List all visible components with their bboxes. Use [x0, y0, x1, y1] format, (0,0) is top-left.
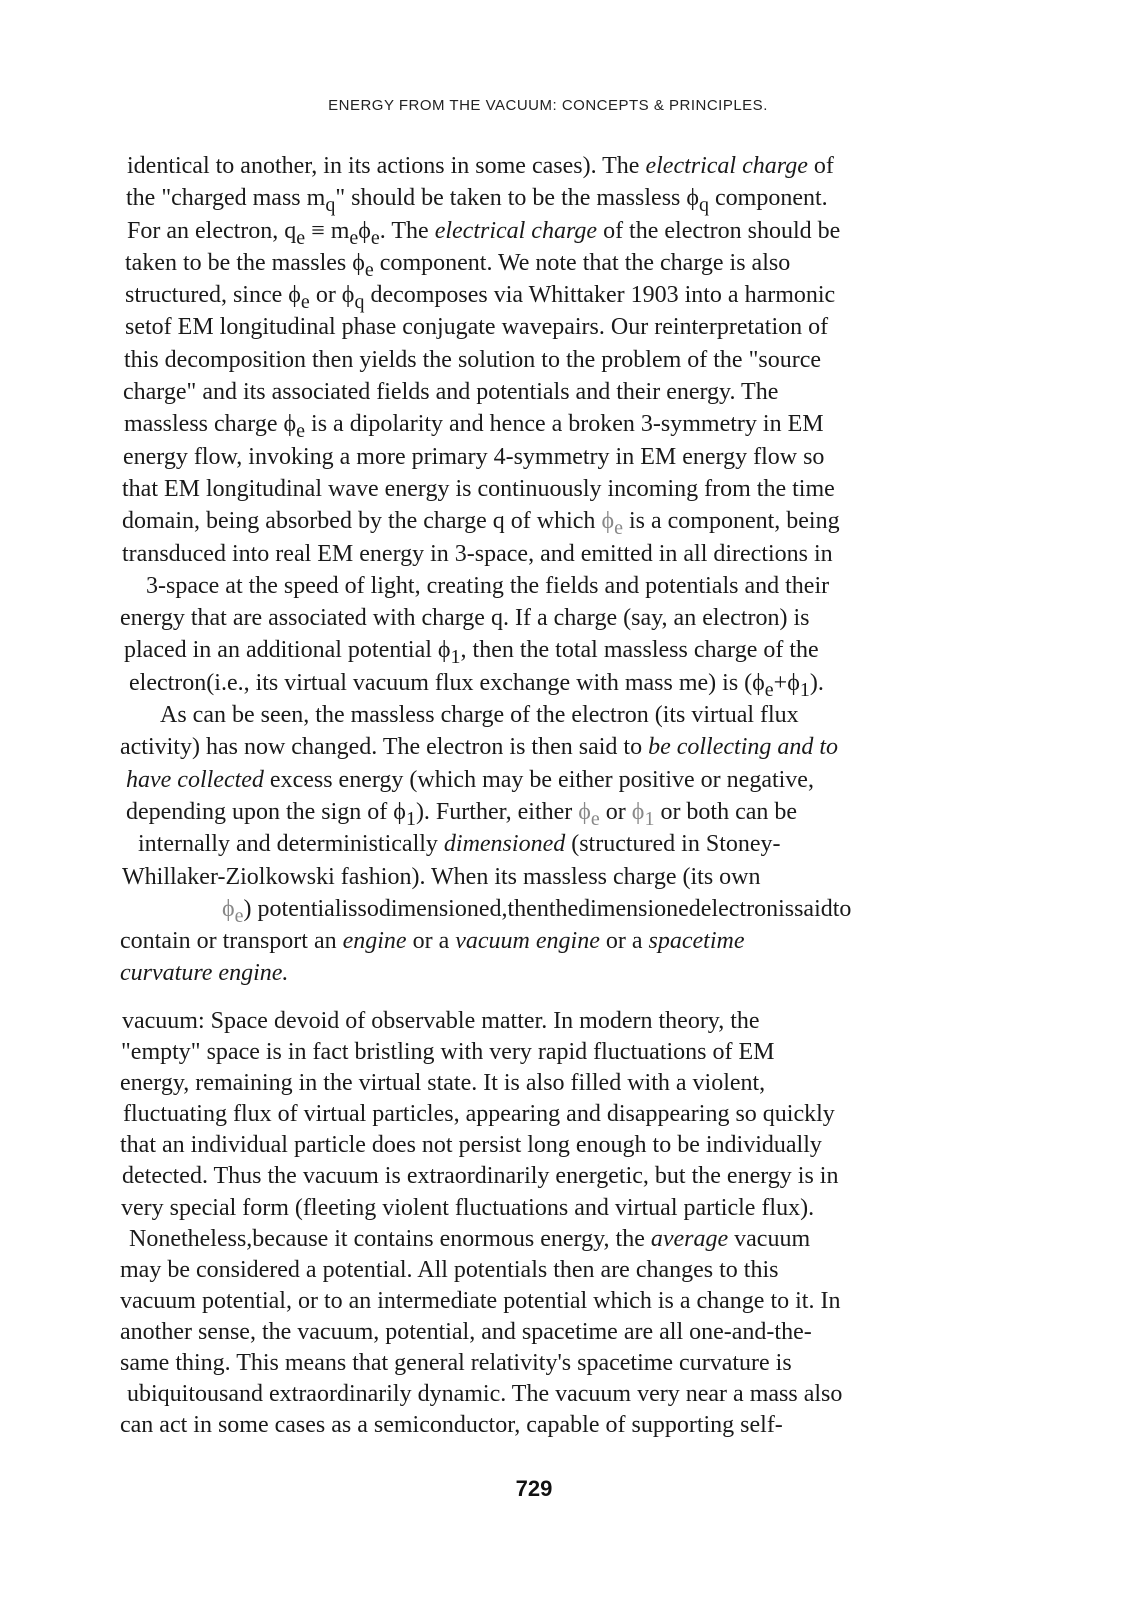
text-line: may be considered a potential. All potentials then are changes to this [120, 1256, 779, 1283]
text-line: structured, since $\phi_e$ or $\phi_q$ decomposes via Whittaker 1903 into a harmonic [125, 282, 836, 313]
text-line: depending upon the sign of $\phi_1$). Further, either $\phi_e$ or $\phi_1$ or both can be [126, 798, 798, 830]
text-line: activity) has now changed. The electron is then said to be collecting and to [120, 734, 839, 761]
text-line: domain, being absorbed by the charge q of which $\phi_e$ is a component, being [122, 508, 840, 540]
text-line: fluctuating flux of virtual particles, appearing and disappearing so quickly [123, 1101, 835, 1128]
text-line: placed in an additional potential $\phi_1$, then the total massless charge of the [124, 637, 819, 669]
text-line: contain or transport an engine or a vacuum engine or a spacetime [120, 928, 745, 955]
text-line: energy that are associated with charge q. If a charge (say, an electron) is [120, 605, 810, 632]
paragraph-vacuum-definition [120, 1006, 960, 1441]
page-number: 729 [515, 1476, 553, 1501]
text-line: vacuum: Space devoid of observable matter. In modern theory, the [122, 1008, 760, 1034]
text-line: $\phi_e$) potentialissodimensioned,thenthedimensionedelectronissaidto [222, 895, 852, 927]
text-line: very special form (fleeting violent fluctuations and virtual particle flux). [121, 1194, 815, 1221]
text-line: ubiquitousand extraordinarily dynamic. The vacuum very near a mass also [127, 1381, 843, 1408]
text-line: massless charge $\phi_e$ is a dipolarity and hence a broken 3-symmetry in EM [124, 411, 824, 443]
text-line: electron(i.e., its virtual vacuum flux exchange with mass me) is $(\phi_e+\phi_1)$. [129, 669, 824, 701]
text-line: another sense, the vacuum, potential, and spacetime are all one-and-the- [120, 1318, 812, 1345]
text-line: vacuum potential, or to an intermediate potential which is a change to it. In [120, 1287, 841, 1314]
text-line: charge" and its associated fields and potentials and their energy. The [123, 379, 779, 406]
text-line: same thing. This means that general relativity's spacetime curvature is [120, 1350, 792, 1377]
text-line: that EM longitudinal wave energy is continuously incoming from the time [122, 475, 835, 502]
text-line: the "charged mass $m_q$" should be taken to be the massless $\phi_q$ component. [126, 185, 828, 217]
text-line: 3-space at the speed of light, creating the fields and potentials and their [146, 572, 830, 599]
text-line: transduced into real EM energy in 3-space, and emitted in all directions in [122, 540, 833, 567]
text-line: Nonetheless,because it contains enormous energy, the average vacuum [129, 1225, 811, 1252]
text-line: setof EM longitudinal phase conjugate wavepairs. Our reinterpretation of [125, 314, 829, 341]
text-line: curvature engine. [120, 960, 289, 987]
text-line: can act in some cases as a semiconductor, capable of supporting self- [120, 1412, 783, 1439]
running-head: ENERGY FROM THE VACUUM: CONCEPTS & PRINCIPLES. [328, 97, 768, 114]
text-line: As can be seen, the massless charge of the electron (its virtual flux [160, 702, 799, 729]
text-line: internally and deterministically dimensioned (structured in Stoney- [138, 831, 781, 858]
text-line: taken to be the massles $\phi_e$ component. We note that the charge is also [125, 249, 791, 281]
paragraph-charge-definition [120, 150, 960, 990]
text-line: Whillaker-Ziolkowski fashion). When its massless charge (its own [122, 863, 761, 890]
text-line: this decomposition then yields the solution to the problem of the "source [124, 346, 822, 373]
text-line: detected. Thus the vacuum is extraordinarily energetic, but the energy is in [122, 1163, 839, 1190]
text-line: that an individual particle does not persist long enough to be individually [120, 1132, 822, 1159]
text-line: energy flow, invoking a more primary 4-symmetry in EM energy flow so [123, 443, 825, 470]
text-line: energy, remaining in the virtual state. It is also filled with a violent, [120, 1070, 766, 1097]
text-line: "empty" space is in fact bristling with very rapid fluctuations of EM [121, 1039, 775, 1066]
text-line: identical to another, in its actions in some cases). The electrical charge of [127, 153, 834, 179]
text-line: have collected excess energy (which may be either positive or negative, [126, 766, 814, 793]
text-line: For an electron, $q_e \equiv m_e\phi_e$. The electrical charge of the electron should be [127, 217, 841, 249]
